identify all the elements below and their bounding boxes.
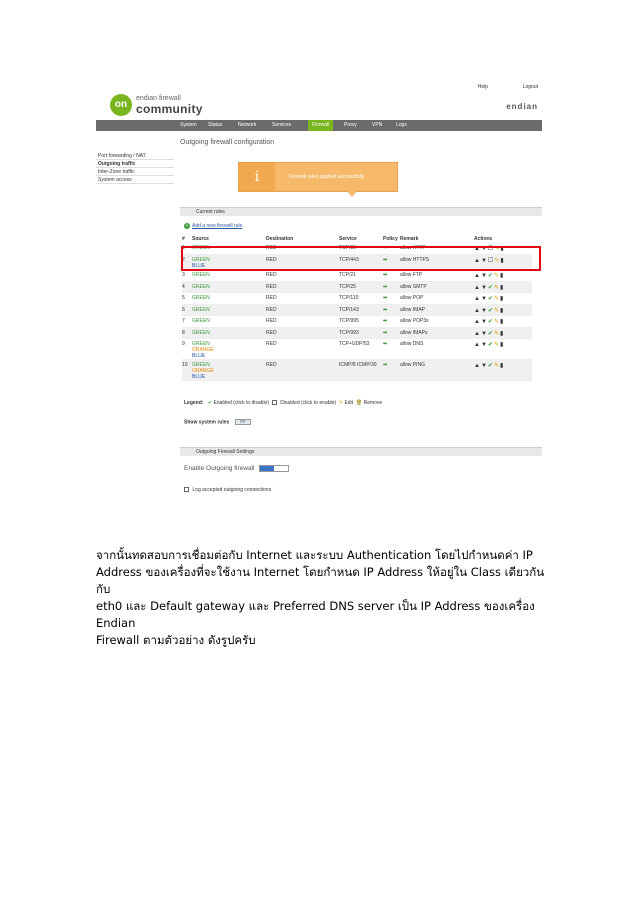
enable-label: Enable Outgoing firewall — [184, 465, 255, 473]
move-up-icon[interactable]: ▲ — [474, 319, 481, 325]
table-cell: 8 — [182, 327, 192, 339]
table-cell: allow IMAPs — [400, 327, 474, 339]
allow-arrow-icon: ➡ — [383, 283, 388, 290]
table-cell: 2 — [182, 255, 192, 270]
screenshot-frame — [96, 80, 542, 510]
log-label: Log accepted outgoing connections — [192, 487, 272, 493]
edit-icon: ✎ — [338, 400, 344, 406]
table-cell: RED — [266, 255, 339, 270]
column-header: # — [182, 236, 185, 242]
edit-icon[interactable]: ✎ — [493, 273, 500, 279]
table-cell: GREEN — [192, 327, 266, 339]
table-row — [182, 304, 532, 316]
nav-item-network[interactable]: Network — [238, 122, 257, 128]
allow-arrow-icon: ➡ — [383, 257, 388, 263]
table-cell: TCP/80 — [339, 243, 383, 255]
log-row — [184, 487, 271, 493]
edit-icon[interactable]: ✎ — [493, 319, 500, 325]
table-cell — [383, 360, 400, 381]
row-actions[interactable] — [474, 293, 532, 305]
column-header: Actions — [474, 236, 493, 242]
table-cell: RED — [266, 316, 339, 328]
table-cell — [383, 327, 400, 339]
nav-item-logs[interactable]: Logs — [396, 122, 407, 128]
notice-tail — [347, 191, 357, 197]
show-system-label: Show system rules — [184, 419, 230, 426]
table-cell: GREEN — [192, 270, 266, 282]
logout-link[interactable]: Logout — [522, 84, 538, 90]
column-header: Service — [339, 236, 357, 242]
legend-enabled: Enabled (click to disable) — [213, 400, 270, 406]
notice-message: Firewall rules applied successfully — [289, 174, 365, 180]
move-down-icon[interactable]: ▼ — [480, 319, 488, 325]
table-cell: 5 — [182, 293, 192, 305]
table-cell: 1 — [182, 243, 192, 255]
enable-toggle[interactable] — [259, 465, 289, 472]
allow-arrow-icon: ➡ — [383, 362, 388, 368]
enabled-icon[interactable]: ✔ — [487, 296, 494, 302]
edit-icon[interactable]: ✎ — [493, 363, 500, 369]
move-up-icon[interactable]: ▲ — [474, 307, 481, 314]
logo-line1: endian firewall — [136, 95, 181, 102]
highlight-box — [181, 246, 541, 271]
table-cell: 6 — [182, 304, 192, 316]
table-cell: RED — [266, 327, 339, 339]
move-up-icon[interactable]: ▲ — [474, 296, 481, 302]
table-cell: TCP/110 — [339, 293, 383, 305]
logo-line2: community — [136, 102, 203, 116]
table-cell — [383, 304, 400, 316]
column-header: Remark — [400, 236, 419, 242]
table-cell: allow HTTPS — [400, 255, 474, 270]
edit-icon[interactable]: ✎ — [493, 330, 500, 337]
table-cell: RED — [266, 243, 339, 255]
page-title: Outgoing firewall configuration — [180, 139, 275, 146]
table-cell: allow DNS — [400, 339, 474, 360]
add-icon: + — [185, 223, 189, 229]
table-cell: GREEN — [192, 316, 266, 328]
table-cell: GREEN ORANGE BLUE — [192, 360, 266, 381]
trash-icon[interactable]: ▮ — [499, 284, 505, 291]
current-rules-header[interactable] — [180, 207, 542, 216]
move-up-icon[interactable]: ▲ — [474, 363, 481, 369]
enabled-icon: ✔ — [207, 400, 213, 406]
success-notice — [238, 162, 398, 192]
table-cell: GREEN — [192, 293, 266, 305]
table-cell: TCP/995 — [339, 316, 383, 328]
move-down-icon[interactable]: ▼ — [480, 273, 488, 279]
disabled-icon[interactable]: ☐ — [487, 246, 495, 252]
table-cell: RED — [266, 339, 339, 360]
move-up-icon[interactable]: ▲ — [474, 330, 481, 337]
table-cell — [383, 316, 400, 328]
add-rule-link[interactable] — [184, 223, 242, 229]
trash-icon[interactable]: ▮ — [500, 246, 505, 252]
edit-icon[interactable]: ✎ — [493, 342, 500, 348]
enabled-icon[interactable]: ✔ — [487, 330, 494, 337]
row-actions[interactable] — [474, 304, 532, 316]
table-cell: TCP/143 — [339, 304, 383, 316]
legend-edit: Edit — [344, 400, 354, 406]
move-down-icon[interactable]: ▼ — [480, 258, 488, 264]
table-row — [182, 339, 532, 360]
table-cell: GREEN ORANGE BLUE — [192, 339, 266, 360]
edit-icon[interactable]: ✎ — [494, 258, 501, 264]
info-icon: i — [239, 163, 275, 191]
nav-item-vpn[interactable]: VPN — [372, 122, 383, 128]
table-cell: RED — [266, 281, 339, 293]
enabled-icon[interactable]: ✔ — [487, 307, 494, 314]
trash-icon[interactable]: ▮ — [499, 273, 505, 279]
enabled-icon[interactable]: ✔ — [487, 284, 494, 291]
section-title: Current rules — [196, 209, 225, 215]
move-down-icon[interactable]: ▼ — [480, 246, 488, 252]
move-down-icon[interactable]: ▼ — [480, 296, 488, 302]
table-cell: GREEN — [192, 281, 266, 293]
sidebar — [96, 152, 174, 184]
settings-title: Outgoing Firewall Settings — [196, 449, 255, 455]
edit-icon[interactable]: ✎ — [493, 307, 500, 314]
help-link[interactable]: Help — [477, 84, 488, 90]
main-nav — [96, 120, 542, 131]
logo-mark: on — [110, 94, 132, 116]
table-cell: RED — [266, 304, 339, 316]
trash-icon[interactable]: ▮ — [499, 319, 505, 325]
enable-row — [184, 465, 289, 472]
disabled-icon — [272, 400, 277, 405]
table-cell: TCP/25 — [339, 281, 383, 293]
trash-icon[interactable]: ▮ — [499, 363, 505, 369]
edit-icon[interactable]: ✎ — [493, 284, 500, 291]
move-down-icon[interactable]: ▼ — [480, 330, 488, 337]
sidebar-item[interactable]: System access — [96, 176, 174, 184]
table-cell: allow FTP — [400, 270, 474, 282]
sidebar-item[interactable]: Port forwarding / NAT — [96, 152, 174, 160]
top-links — [96, 80, 542, 94]
table-cell: RED — [266, 360, 339, 381]
table-cell: TCP/443 — [339, 255, 383, 270]
enabled-icon[interactable]: ✔ — [487, 342, 494, 348]
table-cell — [383, 339, 400, 360]
row-actions[interactable] — [474, 270, 532, 282]
edit-icon[interactable]: ✎ — [493, 296, 500, 302]
move-down-icon[interactable]: ▼ — [480, 284, 488, 291]
allow-arrow-icon: ➡ — [383, 329, 388, 336]
table-cell: allow POP — [400, 293, 474, 305]
allow-arrow-icon: ➡ — [383, 295, 388, 301]
move-up-icon[interactable]: ▲ — [474, 273, 481, 279]
table-cell: allow IMAP — [400, 304, 474, 316]
brand-right: endian — [506, 102, 538, 111]
settings-header[interactable] — [180, 447, 542, 456]
move-up-icon[interactable]: ▲ — [474, 258, 481, 264]
trash-icon[interactable]: ▮ — [499, 296, 505, 302]
row-actions[interactable] — [474, 281, 532, 293]
table-cell: 7 — [182, 316, 192, 328]
column-header: Destination — [266, 236, 294, 242]
show-system-button[interactable]: >> — [235, 419, 251, 425]
endian-logo — [110, 94, 210, 116]
table-cell — [383, 293, 400, 305]
allow-arrow-icon: ➡ — [383, 341, 388, 347]
move-down-icon[interactable]: ▼ — [480, 342, 488, 348]
move-up-icon[interactable]: ▲ — [474, 342, 481, 348]
move-down-icon[interactable]: ▼ — [480, 307, 488, 314]
allow-arrow-icon: ➡ — [383, 318, 388, 324]
allow-arrow-icon: ➡ — [383, 272, 388, 278]
row-actions[interactable] — [474, 327, 532, 339]
disabled-icon[interactable]: ☐ — [487, 258, 495, 264]
trash-icon[interactable]: ▮ — [500, 258, 505, 264]
nav-item-status[interactable]: Status — [208, 122, 223, 128]
table-row — [182, 316, 532, 328]
trash-icon[interactable]: ▮ — [499, 330, 505, 337]
row-actions[interactable] — [474, 339, 532, 360]
move-up-icon[interactable]: ▲ — [474, 284, 481, 291]
table-cell: allow SMTP — [400, 281, 474, 293]
table-cell — [383, 270, 400, 282]
column-header: Policy — [383, 236, 398, 242]
legend-remove: Remove — [363, 400, 383, 406]
table-cell: 4 — [182, 281, 192, 293]
nav-item-proxy[interactable]: Proxy — [344, 122, 357, 128]
nav-item-firewall[interactable]: Firewall — [308, 120, 333, 131]
edit-icon[interactable]: ✎ — [494, 246, 501, 252]
table-cell: ICMP/8 ICMP/30 — [339, 360, 383, 381]
table-cell: TCP/21 — [339, 270, 383, 282]
allow-arrow-icon: ➡ — [383, 306, 388, 313]
caption-paragraph: จากนั้นทดสอบการเชื่อมต่อกับ Internet และระบบ Authentication โดยไปกำหนดค่า IP Address ของเครื่องที่จะใช้งาน Internet โดยกำหนด IP Address ให้อยู่ใน Class เดียวกันกับ eth0 และ Default gateway และ Preferred DNS server เป็น IP Address ของเครื่อง Endian Firewall ตามตัวอย่าง ดังรูปครับ — [96, 548, 545, 647]
table-cell — [383, 281, 400, 293]
enabled-icon[interactable]: ✔ — [487, 273, 494, 279]
row-actions[interactable] — [474, 360, 532, 381]
table-cell: GREEN — [192, 243, 266, 255]
log-checkbox[interactable] — [184, 487, 189, 492]
sidebar-item[interactable]: Inter-Zone traffic — [96, 168, 174, 176]
add-rule-label: Add a new firewall rule — [192, 223, 243, 229]
legend-disabled: Disabled (click to enable) — [280, 400, 337, 406]
move-up-icon[interactable]: ▲ — [474, 246, 481, 252]
table-cell: GREEN — [192, 304, 266, 316]
move-down-icon[interactable]: ▼ — [480, 363, 488, 369]
table-cell: allow POP3s — [400, 316, 474, 328]
table-cell: 9 — [182, 339, 192, 360]
table-cell: 3 — [182, 270, 192, 282]
table-cell: RED — [266, 270, 339, 282]
allow-arrow-icon: ➡ — [383, 245, 388, 251]
enabled-icon[interactable]: ✔ — [487, 363, 494, 369]
sidebar-item[interactable]: Outgoing traffic — [96, 160, 174, 168]
table-cell: RED — [266, 293, 339, 305]
column-header: Source — [192, 236, 209, 242]
table-cell: TCP/993 — [339, 327, 383, 339]
table-row — [182, 270, 532, 282]
trash-icon: 🗑 — [355, 400, 363, 406]
table-cell: GREEN BLUE — [192, 255, 266, 270]
nav-item-services[interactable]: Services — [272, 122, 292, 128]
table-cell: allow PING — [400, 360, 474, 381]
table-row — [182, 293, 532, 305]
legend-label: Legend: — [184, 400, 204, 406]
row-actions[interactable] — [474, 316, 532, 328]
enabled-icon[interactable]: ✔ — [487, 319, 494, 325]
show-system-rules — [184, 419, 251, 425]
trash-icon[interactable]: ▮ — [499, 342, 505, 348]
table-row — [182, 360, 532, 381]
table-cell: 10 — [182, 360, 192, 381]
table-row — [182, 281, 532, 293]
nav-item-system[interactable]: System — [180, 122, 197, 128]
table-row — [182, 327, 532, 339]
table-cell: allow HTTP — [400, 243, 474, 255]
legend — [184, 400, 382, 406]
trash-icon[interactable]: ▮ — [499, 307, 505, 314]
table-cell: TCP+UDP/53 — [339, 339, 383, 360]
